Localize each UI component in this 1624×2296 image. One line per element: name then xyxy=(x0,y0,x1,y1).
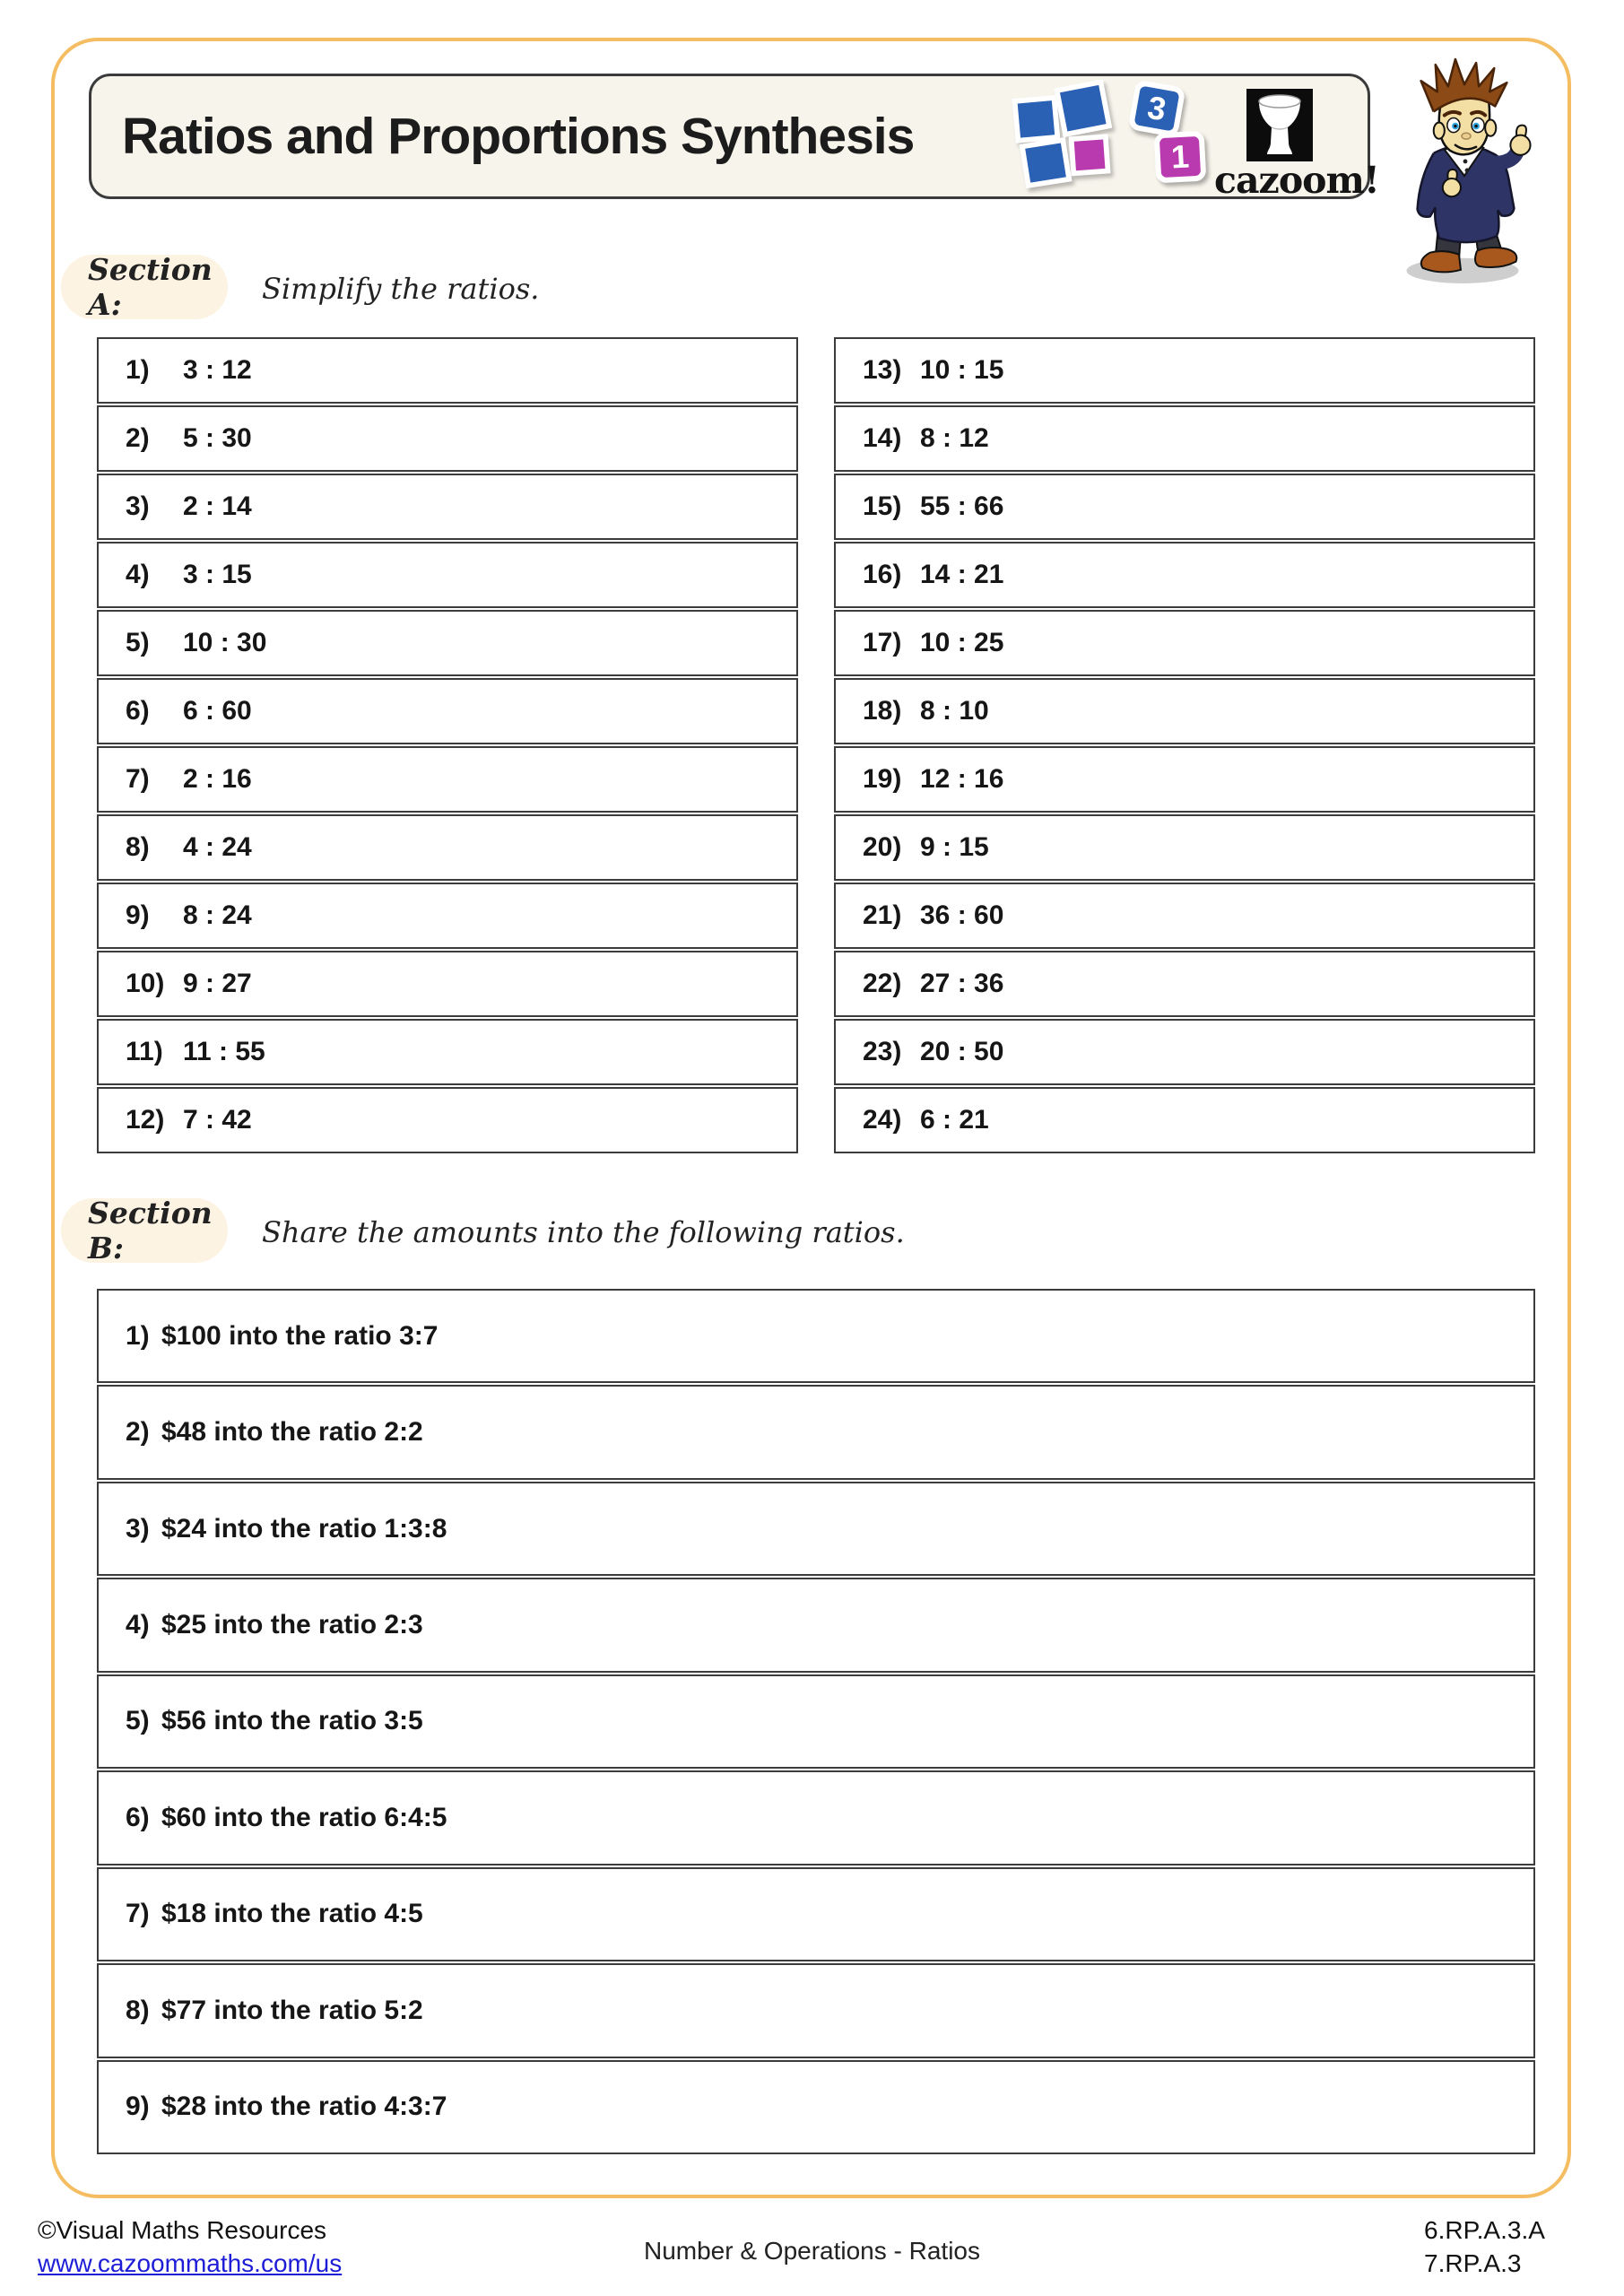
problem-number: 12) xyxy=(126,1105,165,1135)
problem-number: 20) xyxy=(863,832,902,862)
problem-row xyxy=(834,1087,1535,1153)
problem-ratio: 5 : 30 xyxy=(183,423,252,453)
problem-ratio: 2 : 16 xyxy=(183,764,252,794)
tile-number: 3 xyxy=(1144,88,1169,128)
problem-number: 8) xyxy=(126,1995,150,2025)
problem-ratio: 8 : 12 xyxy=(920,423,989,453)
problem-number: 22) xyxy=(863,969,902,998)
problem-row xyxy=(834,1019,1535,1085)
problem-row xyxy=(834,746,1535,813)
section-a-right-column xyxy=(834,337,1535,1153)
problem-number: 5) xyxy=(126,628,150,657)
problem-row xyxy=(97,1482,1535,1576)
problem-text: $24 into the ratio 1:3:8 xyxy=(161,1513,447,1544)
cazoom-brand-wordmark: cazoom! xyxy=(1214,159,1379,202)
problem-text: $28 into the ratio 4:3:7 xyxy=(161,2092,447,2122)
problem-row xyxy=(97,1289,1535,1383)
problem-row xyxy=(97,474,798,540)
problem-row xyxy=(834,610,1535,676)
problem-row xyxy=(97,951,798,1017)
problem-ratio: 8 : 10 xyxy=(920,696,989,726)
problem-row xyxy=(97,610,798,676)
problem-number: 1) xyxy=(126,1320,150,1351)
problem-row xyxy=(97,678,798,744)
problem-number: 18) xyxy=(863,696,902,726)
problem-ratio: 7 : 42 xyxy=(183,1105,252,1135)
standard-code: 6.RP.A.3.A xyxy=(1424,2216,1545,2244)
problem-ratio: 3 : 12 xyxy=(183,355,252,385)
problem-ratio: 2 : 14 xyxy=(183,491,252,521)
copyright-text: ©Visual Maths Resources xyxy=(38,2216,327,2244)
problem-row xyxy=(97,814,798,881)
problem-row xyxy=(834,883,1535,949)
footer-standards xyxy=(1424,2213,1545,2280)
section-a-label: Section A: xyxy=(61,255,228,319)
tile-number: 1 xyxy=(1169,137,1191,176)
problem-row xyxy=(834,337,1535,404)
problem-number: 23) xyxy=(863,1037,902,1066)
problem-number: 21) xyxy=(863,900,902,930)
problem-ratio: 10 : 15 xyxy=(920,355,1004,385)
footer-topic: Number & Operations - Ratios xyxy=(643,2237,981,2265)
section-a-left-column xyxy=(97,337,798,1153)
problem-number: 6) xyxy=(126,1802,150,1832)
problem-row xyxy=(97,405,798,472)
problem-number: 19) xyxy=(863,764,902,794)
cazoom-squares-icon xyxy=(1011,80,1131,189)
cazoommaths-link[interactable]: www.cazoommaths.com/us xyxy=(38,2249,343,2277)
problem-row xyxy=(97,1770,1535,1865)
problem-number: 15) xyxy=(863,491,902,521)
problem-number: 2) xyxy=(126,423,150,453)
problem-row xyxy=(834,951,1535,1017)
problem-ratio: 9 : 15 xyxy=(920,832,989,862)
problem-number: 8) xyxy=(126,832,150,862)
problem-row xyxy=(97,1019,798,1085)
section-b-instruction: Share the amounts into the following ratios. xyxy=(262,1215,905,1249)
problem-number: 7) xyxy=(126,1899,150,1929)
problem-row xyxy=(97,1087,798,1153)
problem-row xyxy=(834,474,1535,540)
page-title: Ratios and Proportions Synthesis xyxy=(122,108,915,165)
problem-number: 17) xyxy=(863,628,902,657)
problem-number: 4) xyxy=(126,1610,150,1640)
problem-number: 16) xyxy=(863,560,902,589)
problem-row xyxy=(97,1867,1535,1961)
problem-ratio: 20 : 50 xyxy=(920,1037,1004,1066)
problem-row xyxy=(97,2060,1535,2154)
problem-number: 14) xyxy=(863,423,902,453)
problem-row xyxy=(97,1963,1535,2057)
problem-ratio: 10 : 30 xyxy=(183,628,267,657)
problem-row xyxy=(97,542,798,608)
problem-ratio: 8 : 24 xyxy=(183,900,252,930)
problem-ratio: 12 : 16 xyxy=(920,764,1004,794)
problem-ratio: 27 : 36 xyxy=(920,969,1004,998)
problem-number: 7) xyxy=(126,764,150,794)
problem-ratio: 14 : 21 xyxy=(920,560,1004,589)
problem-row xyxy=(97,883,798,949)
problem-row xyxy=(834,678,1535,744)
problem-ratio: 6 : 21 xyxy=(920,1105,989,1135)
problem-number: 10) xyxy=(126,969,165,998)
problem-number: 9) xyxy=(126,900,150,930)
problem-row xyxy=(97,1385,1535,1479)
standard-code: 7.RP.A.3 xyxy=(1424,2249,1522,2277)
problem-number: 6) xyxy=(126,696,150,726)
problem-ratio: 9 : 27 xyxy=(183,969,252,998)
problem-number: 13) xyxy=(863,355,902,385)
problem-row xyxy=(97,1578,1535,1672)
problem-number: 5) xyxy=(126,1706,150,1736)
problem-number: 4) xyxy=(126,560,150,589)
section-b-label: Section B: xyxy=(61,1198,228,1263)
problem-row xyxy=(97,1674,1535,1769)
problem-number: 1) xyxy=(126,355,150,385)
section-a-instruction: Simplify the ratios. xyxy=(262,272,540,306)
problem-ratio: 36 : 60 xyxy=(920,900,1004,930)
problem-row xyxy=(834,405,1535,472)
problem-row xyxy=(834,542,1535,608)
problem-text: $77 into the ratio 5:2 xyxy=(161,1995,423,2025)
problem-number: 2) xyxy=(126,1417,150,1448)
problem-ratio: 55 : 66 xyxy=(920,491,1004,521)
student-mascot-illustration xyxy=(1388,56,1542,291)
problem-number: 11) xyxy=(126,1037,163,1066)
problem-number: 9) xyxy=(126,2092,150,2122)
section-b-table xyxy=(97,1289,1535,2154)
djembe-drum-icon xyxy=(1246,89,1313,161)
problem-text: $25 into the ratio 2:3 xyxy=(161,1610,423,1640)
problem-text: $100 into the ratio 3:7 xyxy=(161,1320,439,1351)
problem-ratio: 6 : 60 xyxy=(183,696,252,726)
problem-row xyxy=(97,337,798,404)
problem-text: $60 into the ratio 6:4:5 xyxy=(161,1802,447,1832)
problem-ratio: 4 : 24 xyxy=(183,832,252,862)
problem-row xyxy=(97,746,798,813)
problem-ratio: 11 : 55 xyxy=(183,1037,265,1066)
problem-row xyxy=(834,814,1535,881)
problem-number: 3) xyxy=(126,491,150,521)
number-tile-icon xyxy=(1154,131,1207,184)
problem-ratio: 10 : 25 xyxy=(920,628,1004,657)
problem-text: $48 into the ratio 2:2 xyxy=(161,1417,423,1448)
number-tile-icon xyxy=(1128,80,1186,138)
problem-ratio: 3 : 15 xyxy=(183,560,252,589)
problem-number: 24) xyxy=(863,1105,902,1135)
problem-number: 3) xyxy=(126,1513,150,1544)
problem-text: $18 into the ratio 4:5 xyxy=(161,1899,423,1929)
worksheet-header xyxy=(89,74,1379,202)
problem-text: $56 into the ratio 3:5 xyxy=(161,1706,423,1736)
